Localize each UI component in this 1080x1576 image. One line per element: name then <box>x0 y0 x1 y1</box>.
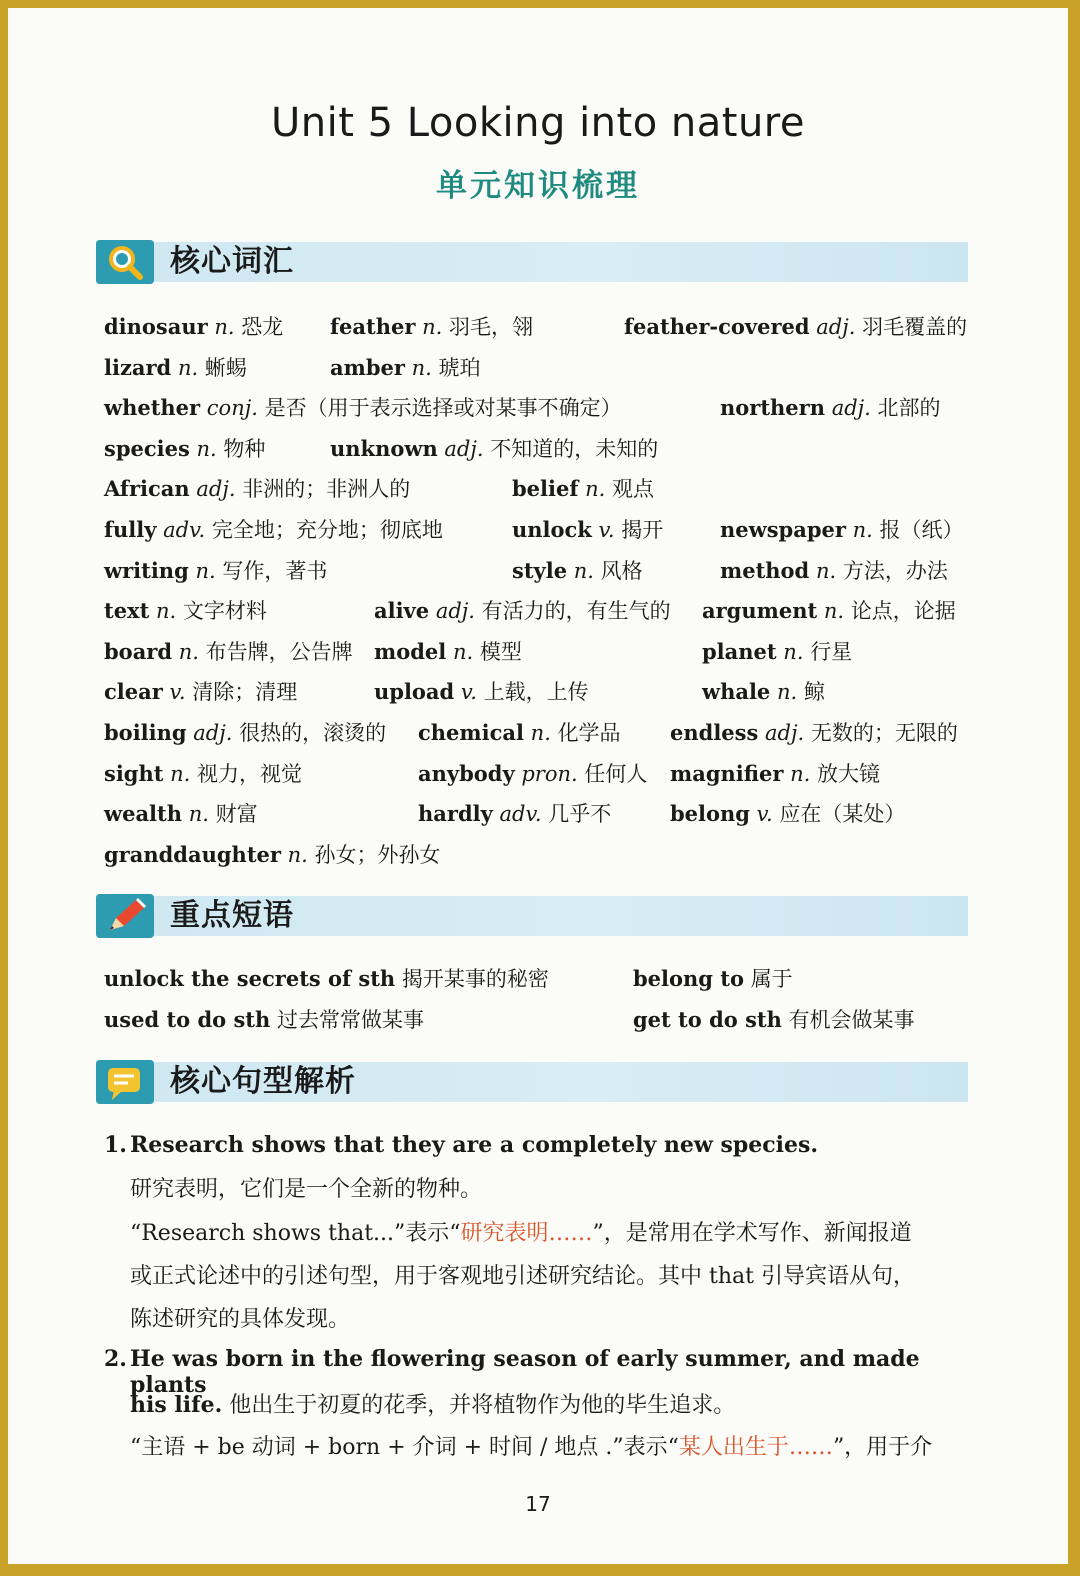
vocab-row <box>104 551 984 591</box>
sentence-explanation-line <box>130 1430 980 1461</box>
vocab-meaning: 方法，办法 <box>842 558 948 583</box>
part-of-speech: n. <box>195 558 216 583</box>
part-of-speech: n. <box>287 842 308 867</box>
vocab-meaning: 财富 <box>215 802 258 827</box>
part-of-speech: adj. <box>816 315 856 339</box>
vocab-entry <box>374 632 522 672</box>
vocab-meaning: 不知道的，未知的 <box>490 436 659 461</box>
vocab-entry <box>702 672 825 712</box>
vocab-entry <box>670 713 958 753</box>
part-of-speech: n. <box>815 558 837 583</box>
vocab-word: species <box>104 435 190 461</box>
part-of-speech: n. <box>170 761 191 786</box>
vocab-word: wealth <box>104 801 182 827</box>
section-header-sentences <box>96 1060 968 1104</box>
vocab-word: newspaper <box>720 517 846 542</box>
vocab-meaning: 模型 <box>479 639 522 664</box>
vocab-word: method <box>720 557 810 583</box>
vocab-meaning: 北部的 <box>877 396 941 421</box>
vocab-meaning: 风格 <box>600 558 643 583</box>
vocab-entry <box>104 794 258 834</box>
vocab-word: alive <box>374 598 430 624</box>
vocab-entry <box>670 754 880 794</box>
vocab-entry <box>104 632 353 672</box>
part-of-speech: v. <box>598 518 615 542</box>
vocab-meaning: 鲸 <box>803 680 825 705</box>
sentence-english-end: his life. <box>130 1392 223 1418</box>
vocab-row <box>104 835 984 875</box>
vocab-word: northern <box>720 395 825 421</box>
vocab-meaning: 有活力的，有生气的 <box>481 599 671 624</box>
phrase-entry <box>633 1000 915 1040</box>
vocab-word: African <box>104 476 190 502</box>
vocab-word: amber <box>330 354 405 380</box>
vocab-word: upload <box>374 679 455 705</box>
vocab-entry <box>720 551 948 591</box>
vocab-row <box>104 429 984 469</box>
part-of-speech: n. <box>422 315 443 339</box>
part-of-speech: n. <box>530 721 551 745</box>
vocab-meaning: 写作，著书 <box>222 558 328 583</box>
vocab-meaning: 视力，视觉 <box>197 761 303 786</box>
vocab-meaning: 应在（某处） <box>779 802 906 827</box>
section-header-vocab <box>96 240 968 284</box>
phrase-meaning: 过去常常做某事 <box>276 1008 424 1032</box>
part-of-speech: adv. <box>499 802 542 827</box>
phrase-meaning: 揭开某事的秘密 <box>401 967 549 991</box>
vocab-entry <box>104 510 443 550</box>
vocab-word: magnifier <box>670 760 784 786</box>
vocab-entry <box>104 551 327 591</box>
vocab-word: style <box>512 557 568 583</box>
vocab-row <box>104 632 984 672</box>
vocab-meaning: 化学品 <box>557 721 621 745</box>
vocab-meaning: 琥珀 <box>438 355 481 380</box>
phrase-entry <box>633 959 793 999</box>
vocab-entry <box>512 510 663 550</box>
vocab-meaning: 清除；清理 <box>192 680 298 705</box>
sentence-number: 1. <box>104 1132 127 1158</box>
vocab-entry <box>702 632 852 672</box>
part-of-speech: adj. <box>196 477 236 502</box>
vocab-word: endless <box>670 720 759 745</box>
vocab-word: chemical <box>418 720 524 745</box>
vocab-entry <box>104 835 441 875</box>
phrase-entry <box>104 959 549 999</box>
part-of-speech: adj. <box>444 436 484 461</box>
speech-bubble-icon <box>96 1060 154 1104</box>
vocab-meaning: 完全地；充分地；彻底地 <box>211 518 443 542</box>
vocab-entry <box>418 713 621 753</box>
vocab-entry <box>330 429 658 469</box>
vocab-word: model <box>374 638 447 664</box>
sentence-explanation-line: 陈述研究的具体发现。 <box>130 1307 351 1332</box>
vocab-word: hardly <box>418 801 493 827</box>
phrase-text: used to do sth <box>104 1007 271 1032</box>
part-of-speech: adj. <box>435 599 475 624</box>
sentence-english-cont <box>130 1388 980 1419</box>
sentence-english: He was born in the flowering season of early summer, and made plants <box>130 1346 920 1398</box>
part-of-speech: n. <box>196 436 217 461</box>
vocab-entry <box>104 591 267 631</box>
phrase-row <box>104 959 984 999</box>
vocab-row <box>104 348 984 388</box>
vocab-meaning: 恐龙 <box>241 315 284 339</box>
vocab-row <box>104 591 984 631</box>
sentence-translation: 研究表明，它们是一个全新的物种。 <box>130 1177 483 1202</box>
vocab-word: planet <box>702 638 777 664</box>
vocab-meaning: 论点，论据 <box>850 599 956 624</box>
vocab-meaning: 文字材料 <box>182 599 267 624</box>
part-of-speech: n. <box>573 558 594 583</box>
vocab-word: fully <box>104 517 157 542</box>
magnifier-icon <box>96 240 154 284</box>
phrase-text: belong to <box>633 966 744 991</box>
vocab-word: belief <box>512 476 579 502</box>
vocab-meaning: 孙女；外孙女 <box>314 842 441 867</box>
phrase-entry <box>104 1000 424 1040</box>
vocab-entry <box>418 794 611 834</box>
vocab-row <box>104 713 984 753</box>
vocab-entry <box>104 713 386 753</box>
vocab-word: whether <box>104 395 201 421</box>
vocab-word: unknown <box>330 435 438 461</box>
vocab-meaning: 几乎不 <box>548 802 612 827</box>
section-title-vocab: 核心词汇 <box>170 244 294 279</box>
vocab-meaning: 布告牌，公告牌 <box>205 639 353 664</box>
textbook-page <box>8 8 1068 1564</box>
vocab-entry <box>330 307 533 347</box>
part-of-speech: n. <box>452 639 474 664</box>
part-of-speech: adj. <box>764 721 805 745</box>
part-of-speech: adj. <box>831 396 871 421</box>
part-of-speech: pron. <box>521 761 578 786</box>
vocab-word: board <box>104 638 173 664</box>
vocab-row <box>104 510 984 550</box>
vocab-meaning: 任何人 <box>584 761 648 786</box>
vocab-row <box>104 388 984 428</box>
vocab-row <box>104 307 984 347</box>
part-of-speech: n. <box>155 599 177 624</box>
sentence-number: 2. <box>104 1346 127 1372</box>
vocab-meaning: 很热的，滚烫的 <box>239 721 387 745</box>
part-of-speech: adv. <box>163 518 206 542</box>
section-title-phrases: 重点短语 <box>170 898 294 933</box>
vocab-meaning: 非洲的；非洲人的 <box>242 477 411 502</box>
phrase-text: unlock the secrets of sth <box>104 966 396 991</box>
part-of-speech: n. <box>776 680 798 705</box>
vocab-meaning: 揭开 <box>621 518 664 542</box>
sentence-explanation-line <box>130 1216 980 1247</box>
vocab-entry <box>374 672 589 712</box>
vocab-entry <box>104 388 622 428</box>
vocab-entry <box>104 754 302 794</box>
part-of-speech: n. <box>790 761 811 786</box>
vocab-meaning: 是否（用于表示选择或对某事不确定） <box>264 396 622 421</box>
highlight-text: 某人出生于…… <box>678 1435 833 1460</box>
section-title-sentences: 核心句型解析 <box>170 1064 356 1099</box>
vocab-word: text <box>104 598 150 624</box>
vocab-word: whale <box>702 679 771 705</box>
explanation-text: “主语 + be 动词 + born + 介词 + 时间 / 地点 .”表示“ <box>130 1435 679 1460</box>
vocab-word: anybody <box>418 760 515 786</box>
vocab-word: argument <box>702 598 818 624</box>
vocab-entry <box>374 591 671 631</box>
explanation-text: ”，用于介 <box>832 1435 933 1460</box>
vocab-row <box>104 469 984 509</box>
vocab-meaning: 行星 <box>810 639 853 664</box>
vocab-entry <box>670 794 905 834</box>
vocab-row <box>104 672 984 712</box>
part-of-speech: n. <box>585 477 606 502</box>
part-of-speech: n. <box>177 355 199 380</box>
vocab-entry <box>418 754 647 794</box>
vocab-word: writing <box>104 557 189 583</box>
vocab-meaning: 报（纸） <box>879 518 964 542</box>
part-of-speech: n. <box>178 639 199 664</box>
vocab-meaning: 无数的；无限的 <box>810 721 958 745</box>
vocab-entry <box>330 348 481 388</box>
vocab-entry <box>104 348 247 388</box>
phrase-meaning: 属于 <box>750 967 793 991</box>
vocab-meaning: 物种 <box>223 436 266 461</box>
vocab-word: lizard <box>104 354 172 380</box>
vocab-meaning: 蜥蜴 <box>204 355 247 380</box>
part-of-speech: n. <box>783 639 804 664</box>
part-of-speech: n. <box>214 315 235 339</box>
sentence-translation: 他出生于初夏的花季，并将植物作为他的毕生追求。 <box>229 1393 736 1418</box>
vocab-row <box>104 754 984 794</box>
vocab-meaning: 上载，上传 <box>483 680 589 705</box>
vocab-entry <box>702 591 956 631</box>
part-of-speech: n. <box>188 802 209 827</box>
phrase-row <box>104 1000 984 1040</box>
part-of-speech: adj. <box>193 721 233 745</box>
part-of-speech: v. <box>169 680 186 705</box>
vocab-entry <box>720 510 964 550</box>
vocab-entry <box>104 672 297 712</box>
part-of-speech: n. <box>823 599 845 624</box>
vocab-word: boiling <box>104 720 187 745</box>
vocab-entry <box>624 307 967 347</box>
vocab-entry <box>104 307 283 347</box>
vocab-row <box>104 794 984 834</box>
vocab-word: granddaughter <box>104 841 281 867</box>
vocab-entry <box>512 551 643 591</box>
vocab-entry <box>512 469 654 509</box>
phrase-meaning: 有机会做某事 <box>788 1008 915 1032</box>
pencil-icon <box>96 894 154 938</box>
vocab-word: belong <box>670 801 750 827</box>
vocab-entry <box>720 388 941 428</box>
phrase-text: get to do sth <box>633 1007 782 1032</box>
vocab-word: clear <box>104 679 163 705</box>
vocab-entry <box>104 469 410 509</box>
vocab-word: sight <box>104 760 164 786</box>
page-title: Unit 5 Looking into nature <box>271 100 805 146</box>
vocab-meaning: 观点 <box>611 477 654 502</box>
vocab-word: feather <box>330 314 416 339</box>
page-subtitle: 单元知识梳理 <box>436 168 640 204</box>
explanation-text: “Research shows that...”表示“ <box>130 1221 461 1246</box>
sentence-english: Research shows that they are a completely new species. <box>130 1132 819 1158</box>
vocab-word: unlock <box>512 517 592 542</box>
explanation-text: ”，是常用在学术写作、新闻报道 <box>592 1221 912 1246</box>
part-of-speech: n. <box>852 518 873 542</box>
part-of-speech: conj. <box>206 396 258 421</box>
vocab-word: dinosaur <box>104 314 208 339</box>
part-of-speech: n. <box>411 355 432 380</box>
vocab-meaning: 羽毛覆盖的 <box>862 315 968 339</box>
vocab-entry <box>104 429 265 469</box>
highlight-text: 研究表明…… <box>460 1221 593 1246</box>
vocab-meaning: 放大镜 <box>817 761 881 786</box>
vocab-meaning: 羽毛，翎 <box>448 315 533 339</box>
sentence-explanation-line: 或正式论述中的引述句型，用于客观地引述研究结论。其中 that 引导宾语从句， <box>130 1264 915 1289</box>
part-of-speech: v. <box>756 802 773 827</box>
vocab-word: feather-covered <box>624 314 810 339</box>
page-number: 17 <box>525 1492 551 1516</box>
part-of-speech: v. <box>460 680 477 705</box>
section-header-phrases <box>96 894 968 938</box>
